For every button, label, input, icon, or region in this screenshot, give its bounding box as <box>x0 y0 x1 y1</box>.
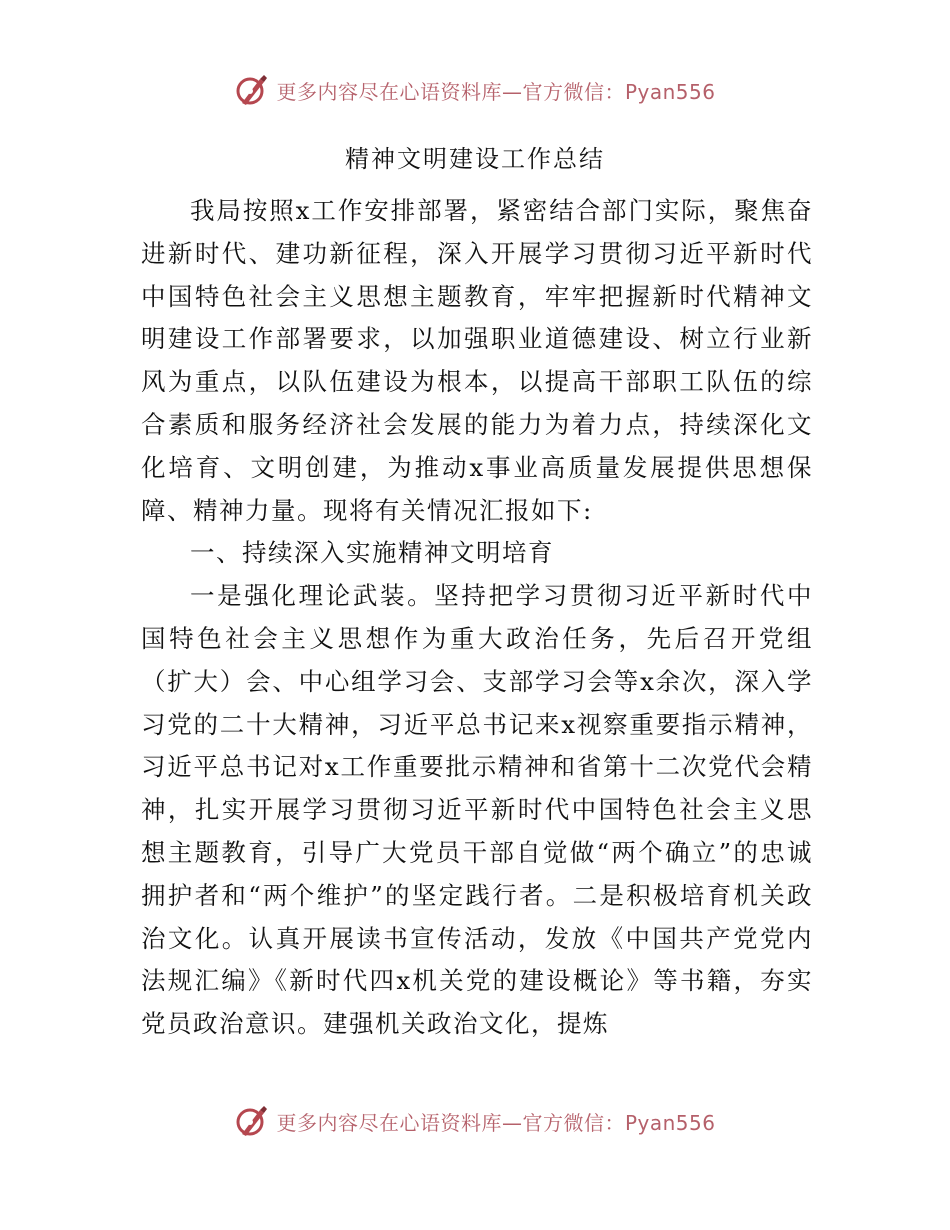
section-heading: 一、持续深入实施精神文明培育 <box>190 538 554 568</box>
pen-logo-icon <box>234 1104 268 1138</box>
watermark-banner-bottom <box>0 1101 950 1141</box>
paragraph-body: 一是强化理论武装。坚持把学习贯彻习近平新时代中国特色社会主义思想作为重大政治任务，先后召开党组（扩大）会、中心组学习会、支部学习会等x余次，深入学习党的二十大精神，习近平总书记来x视察重要指示精神，习近平总书记对x工作重要批示精神和省第十二次党代会精神，扎实开展学习贯彻习近平新时代中国特色社会主义思想主题教育，引导广大党员干部自觉做“两个确立”的忠诚拥护者和“两个维护”的坚定践行者。二是积极培育机关政治文化。认真开展读书宣传活动，发放《中国共产党党内法规汇编》《新时代四x机关党的建设概论》等书籍，夯实党员政治意识。建强机关政治文化，提炼 <box>141 581 813 1039</box>
watermark-text: 更多内容尽在心语资料库—官方微信：Pyan556 <box>276 79 716 104</box>
document-title: 精神文明建设工作总结 <box>345 145 605 173</box>
watermark-banner-top <box>0 70 950 110</box>
paragraph-intro: 我局按照x工作安排部署，紧密结合部门实际，聚焦奋进新时代、建功新征程，深入开展学习贯彻习近平新时代中国特色社会主义思想主题教育，牢牢把握新时代精神文明建设工作部署要求，以加强职业道德建设、树立行业新风为重点，以队伍建设为根本，以提高干部职工队伍的综合素质和服务经济社会发展的能力为着力点，持续深化文化培育、文明创建，为推动x事业高质量发展提供思想保障、精神力量。现将有关情况汇报如下: <box>141 196 813 525</box>
document-body <box>141 190 813 1046</box>
pen-logo-icon <box>234 73 268 107</box>
watermark-text: 更多内容尽在心语资料库—官方微信：Pyan556 <box>276 1110 716 1135</box>
